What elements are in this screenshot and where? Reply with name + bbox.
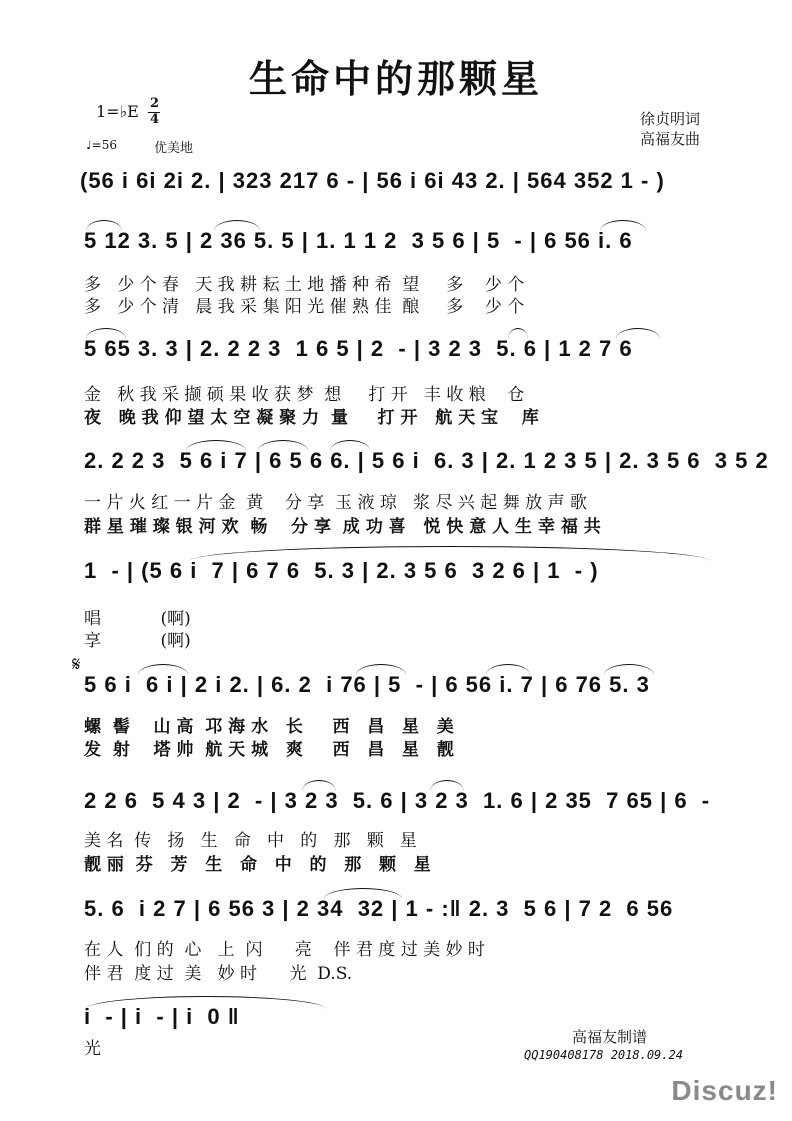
notes-system-8: 5. 6 i 2 7 | 6 56 3 | 2 34 32 | 1 - :‖ 2. 3 5 6 | 7 2 6 56 bbox=[84, 896, 674, 921]
lyrics-system-4-verse-2: 群 星 璀 璨 银 河 欢 畅 分 享 成 功 喜 悦 快 意 人 生 幸 福 共 bbox=[84, 517, 601, 537]
notes-system-2: 5 12 3. 5 | 2 36 5. 5 | 1. 1 1 2 3 5 6 | 5 - | 6 56 i. 6 bbox=[84, 228, 633, 253]
notes-system-5: 1 - | (5 6 i 7 | 6 7 6 5. 3 | 2. 3 5 6 3 2 6 | 1 - ) bbox=[84, 558, 599, 583]
slur-mark bbox=[604, 664, 654, 675]
slur-mark bbox=[600, 220, 646, 231]
notes-system-6: 5 6 i 6 i | 2 i 2. | 6. 2 i 76 | 5 - | 6 56 i. 7 | 6 76 5. 3 bbox=[84, 672, 650, 697]
segno-sign: 𝄋 bbox=[72, 652, 81, 676]
slur-mark bbox=[258, 440, 308, 451]
tempo-marking: ♩=56 bbox=[86, 138, 117, 152]
slur-mark bbox=[356, 664, 406, 675]
lyrics-system-6-verse-2: 发 射 塔 帅 航 天 城 爽 西 昌 星 靓 bbox=[84, 740, 454, 760]
slur-mark bbox=[508, 328, 528, 339]
slur-mark bbox=[190, 546, 710, 561]
lyrics-system-3-verse-1: 金 秋 我 采 撷 硕 果 收 获 梦 想 打 开 丰 收 粮 仓 bbox=[84, 385, 525, 405]
notes-system-3: 5 65 3. 3 | 2. 2 2 3 1 6 5 | 2 - | 3 2 3 5. 6 | 1 2 7 6 bbox=[84, 336, 633, 361]
composer: 高福友曲 bbox=[640, 130, 701, 148]
slur-mark bbox=[186, 440, 246, 451]
slur-mark bbox=[616, 328, 660, 339]
slur-mark bbox=[302, 780, 336, 791]
lyrics-system-7-verse-2: 靓 丽 芬 芳 生 命 中 的 那 颗 星 bbox=[84, 855, 431, 875]
slur-mark bbox=[486, 664, 530, 675]
notes-system-9: i - | i - | i 0 ‖ bbox=[84, 1004, 240, 1029]
slur-mark bbox=[86, 996, 326, 1009]
lyrics-system-2-verse-2: 多 少 个 清 晨 我 采 集 阳 光 催 熟 佳 酿 多 少 个 bbox=[84, 297, 525, 317]
slur-mark bbox=[86, 328, 126, 339]
discuz-watermark: Discuz! bbox=[671, 1075, 778, 1106]
lyrics-system-7-verse-1: 美 名 传 扬 生 命 中 的 那 颗 星 bbox=[84, 831, 417, 851]
slur-mark bbox=[430, 780, 464, 791]
key-signature: 1=♭E bbox=[96, 102, 139, 121]
lyrics-system-8-verse-2: 伴 君 度 过 美 妙 时 光 D.S. bbox=[84, 964, 353, 984]
lyrics-system-8-verse-1: 在 人 们 的 心 上 闪 亮 伴 君 度 过 美 妙 时 bbox=[84, 940, 485, 960]
lyrics-system-3-verse-2: 夜 晚 我 仰 望 太 空 凝 聚 力 量 打 开 航 天 宝 库 bbox=[84, 408, 539, 428]
lyricist: 徐贞明词 bbox=[640, 110, 701, 128]
arranger-credit: 高福友制谱 bbox=[572, 1028, 648, 1046]
expression-marking: 优美地 bbox=[154, 141, 194, 156]
lyrics-system-5-verse-2: 享 (啊) bbox=[84, 631, 191, 651]
lyrics-system-2-verse-1: 多 少 个 春 天 我 耕 耘 土 地 播 种 希 望 多 少 个 bbox=[84, 275, 525, 295]
lyrics-system-5-verse-1: 唱 (啊) bbox=[84, 609, 191, 629]
contact-credit: QQ190408178 2018.09.24 bbox=[524, 1048, 683, 1062]
slur-mark bbox=[86, 220, 122, 231]
lyrics-system-9-verse-1: 光 bbox=[84, 1039, 101, 1059]
time-signature-bottom: 4 bbox=[150, 112, 160, 127]
slur-mark bbox=[214, 220, 260, 231]
lyrics-system-4-verse-1: 一 片 火 红 一 片 金 黄 分 享 玉 液 琼 浆 尽 兴 起 舞 放 声 歌 bbox=[84, 493, 587, 513]
time-signature-top: 2 bbox=[150, 96, 160, 111]
slur-mark bbox=[138, 664, 188, 675]
slur-mark bbox=[330, 440, 370, 451]
song-title: 生命中的那颗星 bbox=[248, 56, 543, 101]
slur-mark bbox=[324, 888, 402, 899]
notes-system-7: 2 2 6 5 4 3 | 2 - | 3 2 3 5. 6 | 3 2 3 1. 6 | 2 35 7 65 | 6 - bbox=[84, 788, 711, 813]
notes-system-1: (56 i 6i 2i 2. | 323 217 6 - | 56 i 6i 43 2. | 564 352 1 - ) bbox=[80, 168, 665, 193]
lyrics-system-6-verse-1: 螺 髻 山 高 邛 海 水 长 西 昌 星 美 bbox=[84, 717, 454, 737]
notes-system-4: 2. 2 2 3 5 6 i 7 | 6 5 6 6. | 5 6 i 6. 3 | 2. 1 2 3 5 | 2. 3 5 6 3 5 2 bbox=[84, 448, 769, 473]
